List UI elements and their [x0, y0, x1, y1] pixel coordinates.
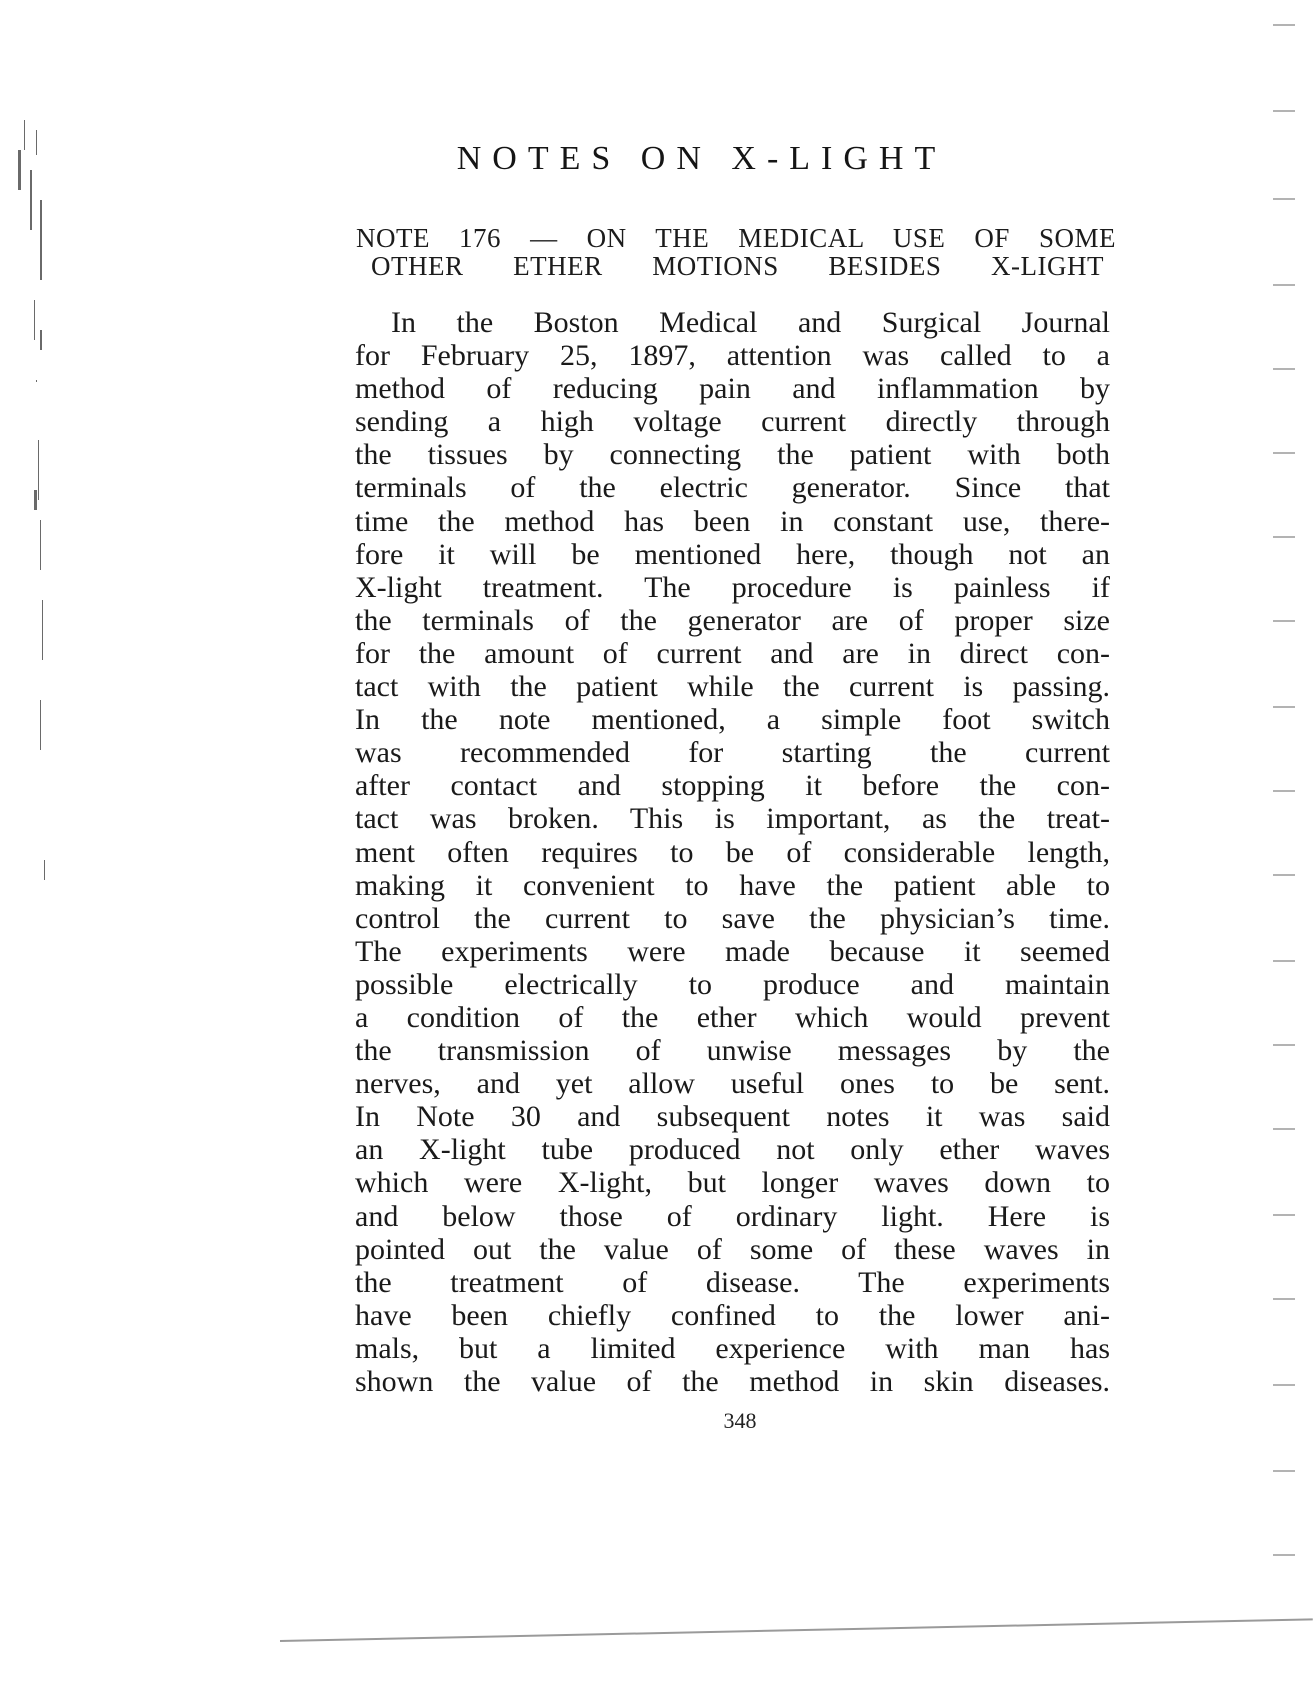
note-heading-line: NOTE 176 — ON THE MEDICAL USE OF SOME [356, 223, 1116, 253]
body-line: for the amount of current and are in direct con- [355, 636, 1110, 670]
bottom-edge-scan-line [280, 1618, 1313, 1642]
scan-tick [1273, 1044, 1295, 1046]
body-line: mals, but a limited experience with man has [355, 1331, 1110, 1365]
body-line: In the note mentioned, a simple foot switch [355, 703, 1110, 737]
body-line: making it convenient to have the patient able to [355, 868, 1110, 902]
body-line: the transmission of unwise messages by the [355, 1034, 1110, 1068]
scan-tick [1273, 874, 1295, 876]
scan-tick [1273, 452, 1295, 454]
body-line: after contact and stopping it before the con- [355, 769, 1110, 803]
scan-tick [1273, 198, 1295, 200]
scan-tick [1273, 284, 1295, 286]
body-line: the terminals of the generator are of proper size [355, 603, 1110, 637]
note-heading [356, 224, 1116, 280]
body-line: tact with the patient while the current is passing. [355, 670, 1110, 704]
note-heading-line: OTHER ETHER MOTIONS BESIDES X-LIGHT [371, 251, 1104, 281]
body-line: method of reducing pain and inflammation by [355, 372, 1110, 406]
body-line: In Note 30 and subsequent notes it was said [355, 1100, 1110, 1134]
page-number: 348 [723, 1408, 757, 1433]
scan-tick [1273, 110, 1295, 112]
scan-tick [1273, 1128, 1295, 1130]
scan-tick [1273, 620, 1295, 622]
body-line: The experiments were made because it seemed [355, 934, 1110, 968]
scan-tick [1273, 1298, 1295, 1300]
body-line: nerves, and yet allow useful ones to be sent. [355, 1067, 1110, 1101]
body-line: which were X-light, but longer waves down to [355, 1166, 1110, 1200]
body-line: pointed out the value of some of these waves in [355, 1232, 1110, 1266]
body-line: fore it will be mentioned here, though not an [355, 537, 1110, 571]
scan-tick [1273, 1214, 1295, 1216]
body-line: In the Boston Medical and Surgical Journal [391, 306, 1110, 339]
scan-tick [1273, 790, 1295, 792]
scan-tick [1273, 24, 1295, 26]
body-line: ment often requires to be of considerable length, [355, 835, 1110, 869]
body-line: tact was broken. This is important, as the treat- [355, 802, 1110, 836]
body-line: have been chiefly confined to the lower ani- [355, 1298, 1110, 1332]
body-line: for February 25, 1897, attention was called to a [355, 339, 1110, 373]
body-line: the treatment of disease. The experiments [355, 1265, 1110, 1299]
body-line: possible electrically to produce and maintain [355, 967, 1110, 1001]
body-line: a condition of the ether which would prevent [355, 1000, 1110, 1034]
body-line: terminals of the electric generator. Since that [355, 471, 1110, 505]
left-edge-specks-graphic [0, 0, 60, 1679]
body-line: an X-light tube produced not only ether waves [355, 1133, 1110, 1167]
body-line: sending a high voltage current directly through [355, 405, 1110, 439]
scan-tick [1273, 536, 1295, 538]
body-line: was recommended for starting the current [355, 736, 1110, 770]
scan-tick [1273, 368, 1295, 370]
body-line: and below those of ordinary light. Here is [355, 1199, 1110, 1233]
scan-tick [1273, 1470, 1295, 1472]
scan-tick [1273, 1554, 1295, 1556]
body-line: the tissues by connecting the patient with both [355, 438, 1110, 472]
running-head: NOTES ON X-LIGHT [456, 140, 947, 177]
right-margin-scan-ticks [1253, 0, 1313, 1679]
scan-tick [1273, 706, 1295, 708]
scan-tick [1273, 1384, 1295, 1386]
body-line: shown the value of the method in skin diseases. [355, 1365, 1110, 1398]
body-line: time the method has been in constant use, there- [355, 504, 1110, 538]
scan-tick [1273, 960, 1295, 962]
body-line: control the current to save the physician’s time. [355, 901, 1110, 935]
left-edge-scan-artifact [0, 0, 60, 1679]
body-paragraph [355, 306, 1110, 1398]
body-line: X-light treatment. The procedure is painless if [355, 570, 1110, 604]
